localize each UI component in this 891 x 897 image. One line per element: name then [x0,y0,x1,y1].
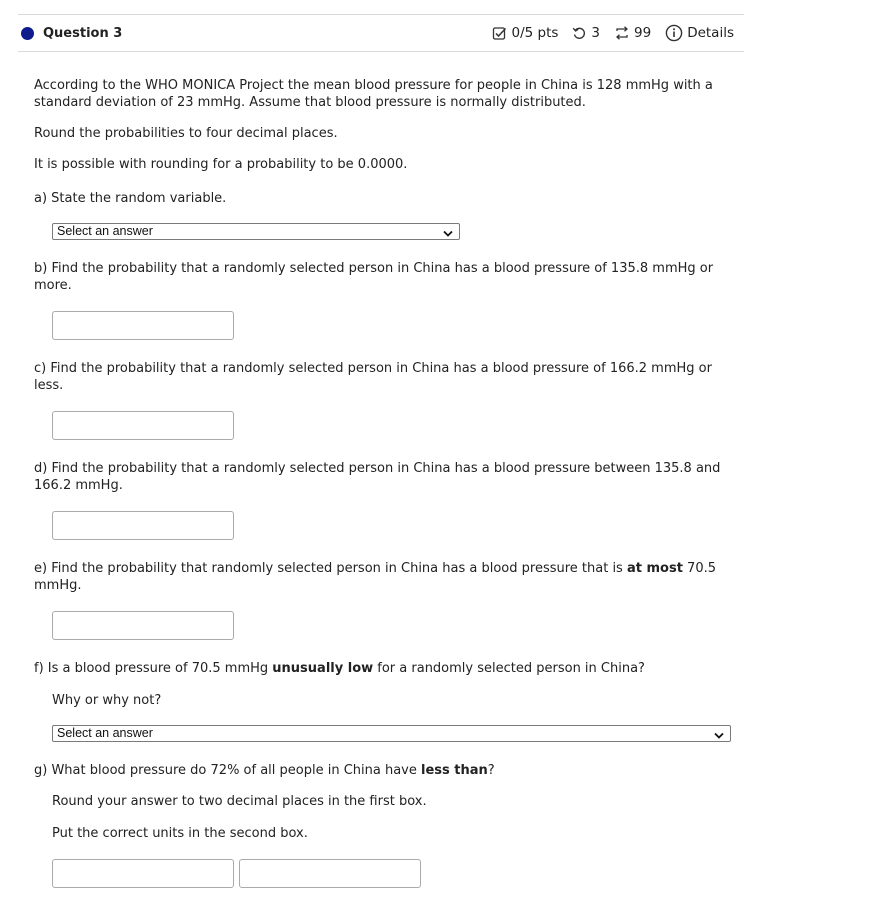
round-note: Round the probabilities to four decimal places. [34,126,338,141]
part-b-line-1: b) Find the probability that a randomly selected person in China has a blood pressure of 135.8 mmHg or [34,261,714,276]
part-c-answer-input[interactable] [52,411,234,440]
random-variable-select-value: Select an answer [57,224,153,238]
intro-line-2: standard deviation of 23 mmHg. Assume that blood pressure is normally distributed. [34,95,586,110]
part-g-prompt [34,762,495,779]
attempts-count: 3 [591,25,600,41]
part-g-answer-input[interactable] [52,859,234,888]
random-variable-select[interactable] [52,223,460,240]
part-g-text: g) What blood pressure do 72% of all people in China have [34,763,422,778]
part-e-line-1 [34,560,716,577]
question-title: Question 3 [43,26,123,41]
part-f-prompt [34,660,645,677]
part-d-line-2: 166.2 mmHg. [34,478,123,493]
unusual-reason-select[interactable] [52,725,731,742]
part-b-answer-input[interactable] [52,311,234,340]
versions-icon[interactable] [614,25,630,41]
part-g-text-end: ? [487,763,495,778]
checkbox-score-icon [492,26,507,41]
part-g-round-note: Round your answer to two decimal places in the first box. [52,794,427,809]
part-b-line-2: more. [34,278,72,293]
status-dot-icon [21,27,34,40]
chevron-down-icon [714,729,724,744]
unusual-reason-select-value: Select an answer [57,726,153,740]
points-text: 0/5 pts [511,25,559,41]
part-g-units-note: Put the correct units in the second box. [52,826,308,841]
part-g-emphasis: less than [421,763,488,778]
part-e-line-2: mmHg. [34,578,82,593]
part-a-prompt: a) State the random variable. [34,191,227,206]
part-d-answer-input[interactable] [52,511,234,540]
retry-icon[interactable] [572,26,587,41]
question-meta [492,24,734,42]
part-e-emphasis: at most [626,561,683,576]
header-divider [18,51,744,52]
info-icon[interactable] [665,24,683,42]
part-e-value: 70.5 [682,561,716,576]
part-e-text: e) Find the probability that randomly selected person in China has a blood pressure that is [34,561,627,576]
versions-count: 99 [634,25,652,41]
top-divider [18,14,744,15]
part-c-line-1: c) Find the probability that a randomly selected person in China has a blood pressure of 166.2 mmHg or [34,361,712,376]
question-header [18,16,744,52]
part-f-text-end: for a randomly selected person in China? [373,661,645,676]
part-f-why: Why or why not? [52,693,162,708]
part-e-answer-input[interactable] [52,611,234,640]
intro-line-1: According to the WHO MONICA Project the mean blood pressure for people in China is 128 mmHg with a [34,78,713,93]
part-g-units-input[interactable] [239,859,421,888]
details-link[interactable]: Details [687,25,734,41]
part-f-emphasis: unusually low [272,661,374,676]
part-d-line-1: d) Find the probability that a randomly selected person in China has a blood pressure between 135.8 and [34,461,721,476]
part-c-line-2: less. [34,378,64,393]
chevron-down-icon [443,227,453,242]
possible-note: It is possible with rounding for a probability to be 0.0000. [34,157,408,172]
part-f-text: f) Is a blood pressure of 70.5 mmHg [34,661,273,676]
